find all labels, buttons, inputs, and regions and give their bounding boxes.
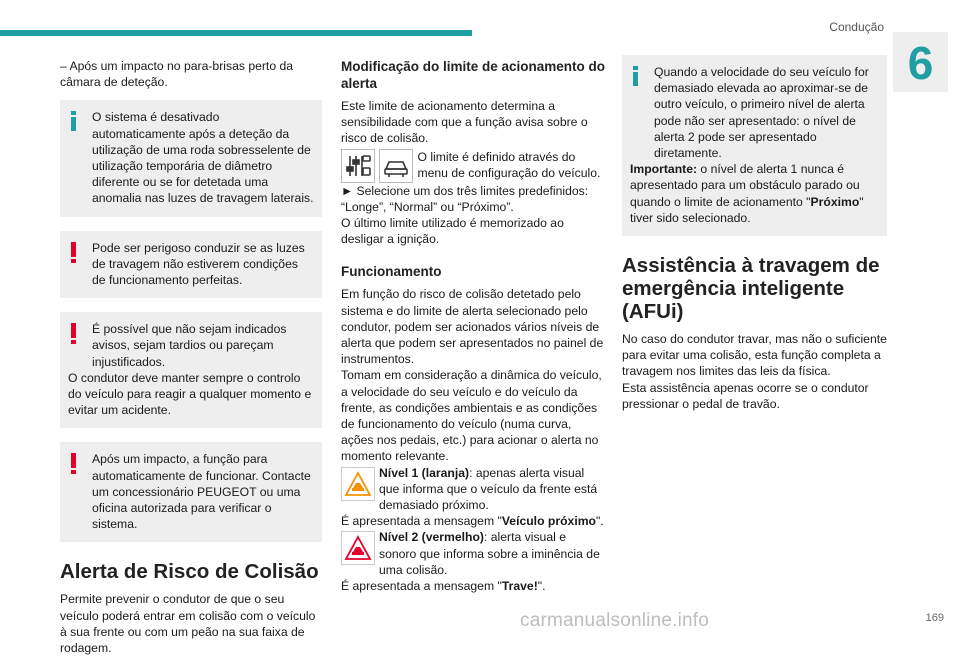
warning-note-text: Pode ser perigoso conduzir se as luzes de travagem não estiverem condições de funcionamento perfeitas.: [92, 240, 305, 288]
info-note-text: O sistema é desativado automaticamente após a deteção da utilização de uma roda sobresselente de utilização temporária de diâmetro diferente ou se for detetada uma anomalia nas luzes de travagem laterais.: [92, 110, 314, 206]
message-text: Trave!: [501, 579, 538, 594]
paragraph: Este limite de acionamento determina a sensibilidade com que a função avisa sobre o risco de colisão.: [341, 99, 588, 146]
alert-level-2-desc: : alerta visual e sonoro que informa sobre a iminência de uma colisão.: [379, 530, 600, 577]
section-heading: Assistência à travagem de emergência inteligente (AFUi): [622, 254, 880, 324]
alert-level-2-text: [341, 529, 606, 578]
alert-level-1-message: [341, 513, 606, 529]
warning-icon: [71, 242, 76, 264]
alert-level-1-label: Nível 1 (laranja): [379, 465, 470, 480]
column-right: [622, 58, 887, 412]
info-note-text: Quando a velocidade do seu veículo for demasiado elevada ao aproximar-se de outro veículo, o primeiro nível de alerta pode não ser apresentado: o nível de alerta 2 pode ser apresentado diretamente.: [654, 65, 869, 161]
config-icons-row: [341, 147, 606, 183]
watermark: carmanualsonline.info: [520, 610, 710, 631]
section-heading: Alerta de Risco de Colisão: [60, 560, 319, 584]
warning-note-text: O condutor deve manter sempre o controlo do veículo para reagir a qualquer momento e evitar um acidente.: [68, 370, 312, 418]
section-title: Condução: [829, 20, 884, 34]
alert-level-1-desc: : apenas alerta visual que informa que o veículo da frente está demasiado próximo.: [379, 465, 598, 513]
subsection-heading: Funcionamento: [341, 264, 442, 280]
paragraph: ► Selecione um dos três limites predefinidos: “Longe”, “Normal” ou “Próximo”.: [341, 183, 589, 214]
message-suffix: ".: [537, 579, 546, 594]
alert-level-2-label: Nível 2 (vermelho): [379, 530, 484, 545]
warning-note-text: É possível que não sejam indicados avisos, sejam tardios ou pareçam injustificados.: [92, 322, 287, 369]
paragraph: Esta assistência apenas ocorre se o condutor pressionar o pedal de travão.: [622, 380, 869, 411]
red-warning-triangle-icon: [341, 531, 375, 565]
important-text: o nível de alerta 1 nunca é apresentado para um obstáculo parado ou quando o limite de acionamento ": [630, 162, 860, 209]
section-paragraph: Permite prevenir o condutor de que o seu veículo poderá entrar em colisão com o veículo à sua frente ou com um peão na sua faixa de rodagem.: [60, 592, 316, 656]
paragraph: O limite é definido através do menu de configuração do veículo.: [417, 149, 601, 180]
info-note: [622, 55, 887, 236]
column-middle: [341, 58, 606, 594]
important-end: " tiver sido selecionado.: [630, 194, 864, 225]
warning-icon: [71, 453, 76, 475]
warning-note: [60, 312, 322, 428]
info-note-text-2: [630, 161, 879, 226]
orange-warning-triangle-icon: [341, 467, 375, 501]
message-prefix: É apresentada a mensagem ": [341, 514, 502, 529]
paragraph: Tomam em consideração a dinâmica do veículo, a velocidade do seu veículo e do veículo da frente, as condições ambientais e as condições de funcionamento do veículo (numa curva, ações nos pedais, etc.) para acionar o alerta no momento relevante.: [341, 368, 602, 464]
message-prefix: É apresentada a mensagem ": [341, 579, 502, 594]
paragraph: No caso do condutor travar, mas não o suficiente para evitar uma colisão, esta função completa a travagem nos limites das leis da física.: [622, 332, 887, 379]
chapter-progress-bar: [0, 30, 472, 36]
alert-level-2: [341, 529, 606, 578]
alert-level-1-text: [341, 465, 606, 514]
settings-icon: [341, 149, 375, 183]
alert-level-1: [341, 465, 606, 514]
intro-text: – Após um impacto no para-brisas perto da câmara de deteção.: [60, 59, 294, 90]
important-bold: Próximo: [810, 194, 860, 209]
settings-icon-group: [341, 149, 413, 183]
car-driving-icon: [379, 149, 413, 183]
warning-note-text: Após um impacto, a função para automaticamente de funcionar. Contacte um concessionário PEUGEOT ou uma oficina autorizada para verificar o sistema.: [92, 452, 311, 532]
subsection-heading: Modificação do limite de acionamento do alerta: [341, 59, 606, 91]
message-text: Veículo próximo: [501, 514, 596, 529]
warning-icon: [71, 323, 76, 345]
column-left: [60, 58, 322, 656]
info-icon: [71, 111, 76, 131]
page-number: 169: [925, 612, 944, 624]
paragraph: Em função do risco de colisão detetado pelo sistema e do limite de alerta selecionado pelo condutor, podem ser acionados vários níveis de alerta que podem ser apresentados no painel de instrumentos.: [341, 287, 604, 367]
paragraph: O último limite utilizado é memorizado ao desligar a ignição.: [341, 216, 564, 247]
warning-note: [60, 442, 322, 542]
info-note: [60, 100, 322, 216]
alert-level-2-message: [341, 578, 606, 594]
info-icon: [633, 66, 638, 86]
message-suffix: ".: [595, 514, 604, 529]
important-label: Importante:: [630, 162, 698, 177]
chapter-number: 6: [907, 37, 934, 89]
warning-note: [60, 231, 322, 299]
